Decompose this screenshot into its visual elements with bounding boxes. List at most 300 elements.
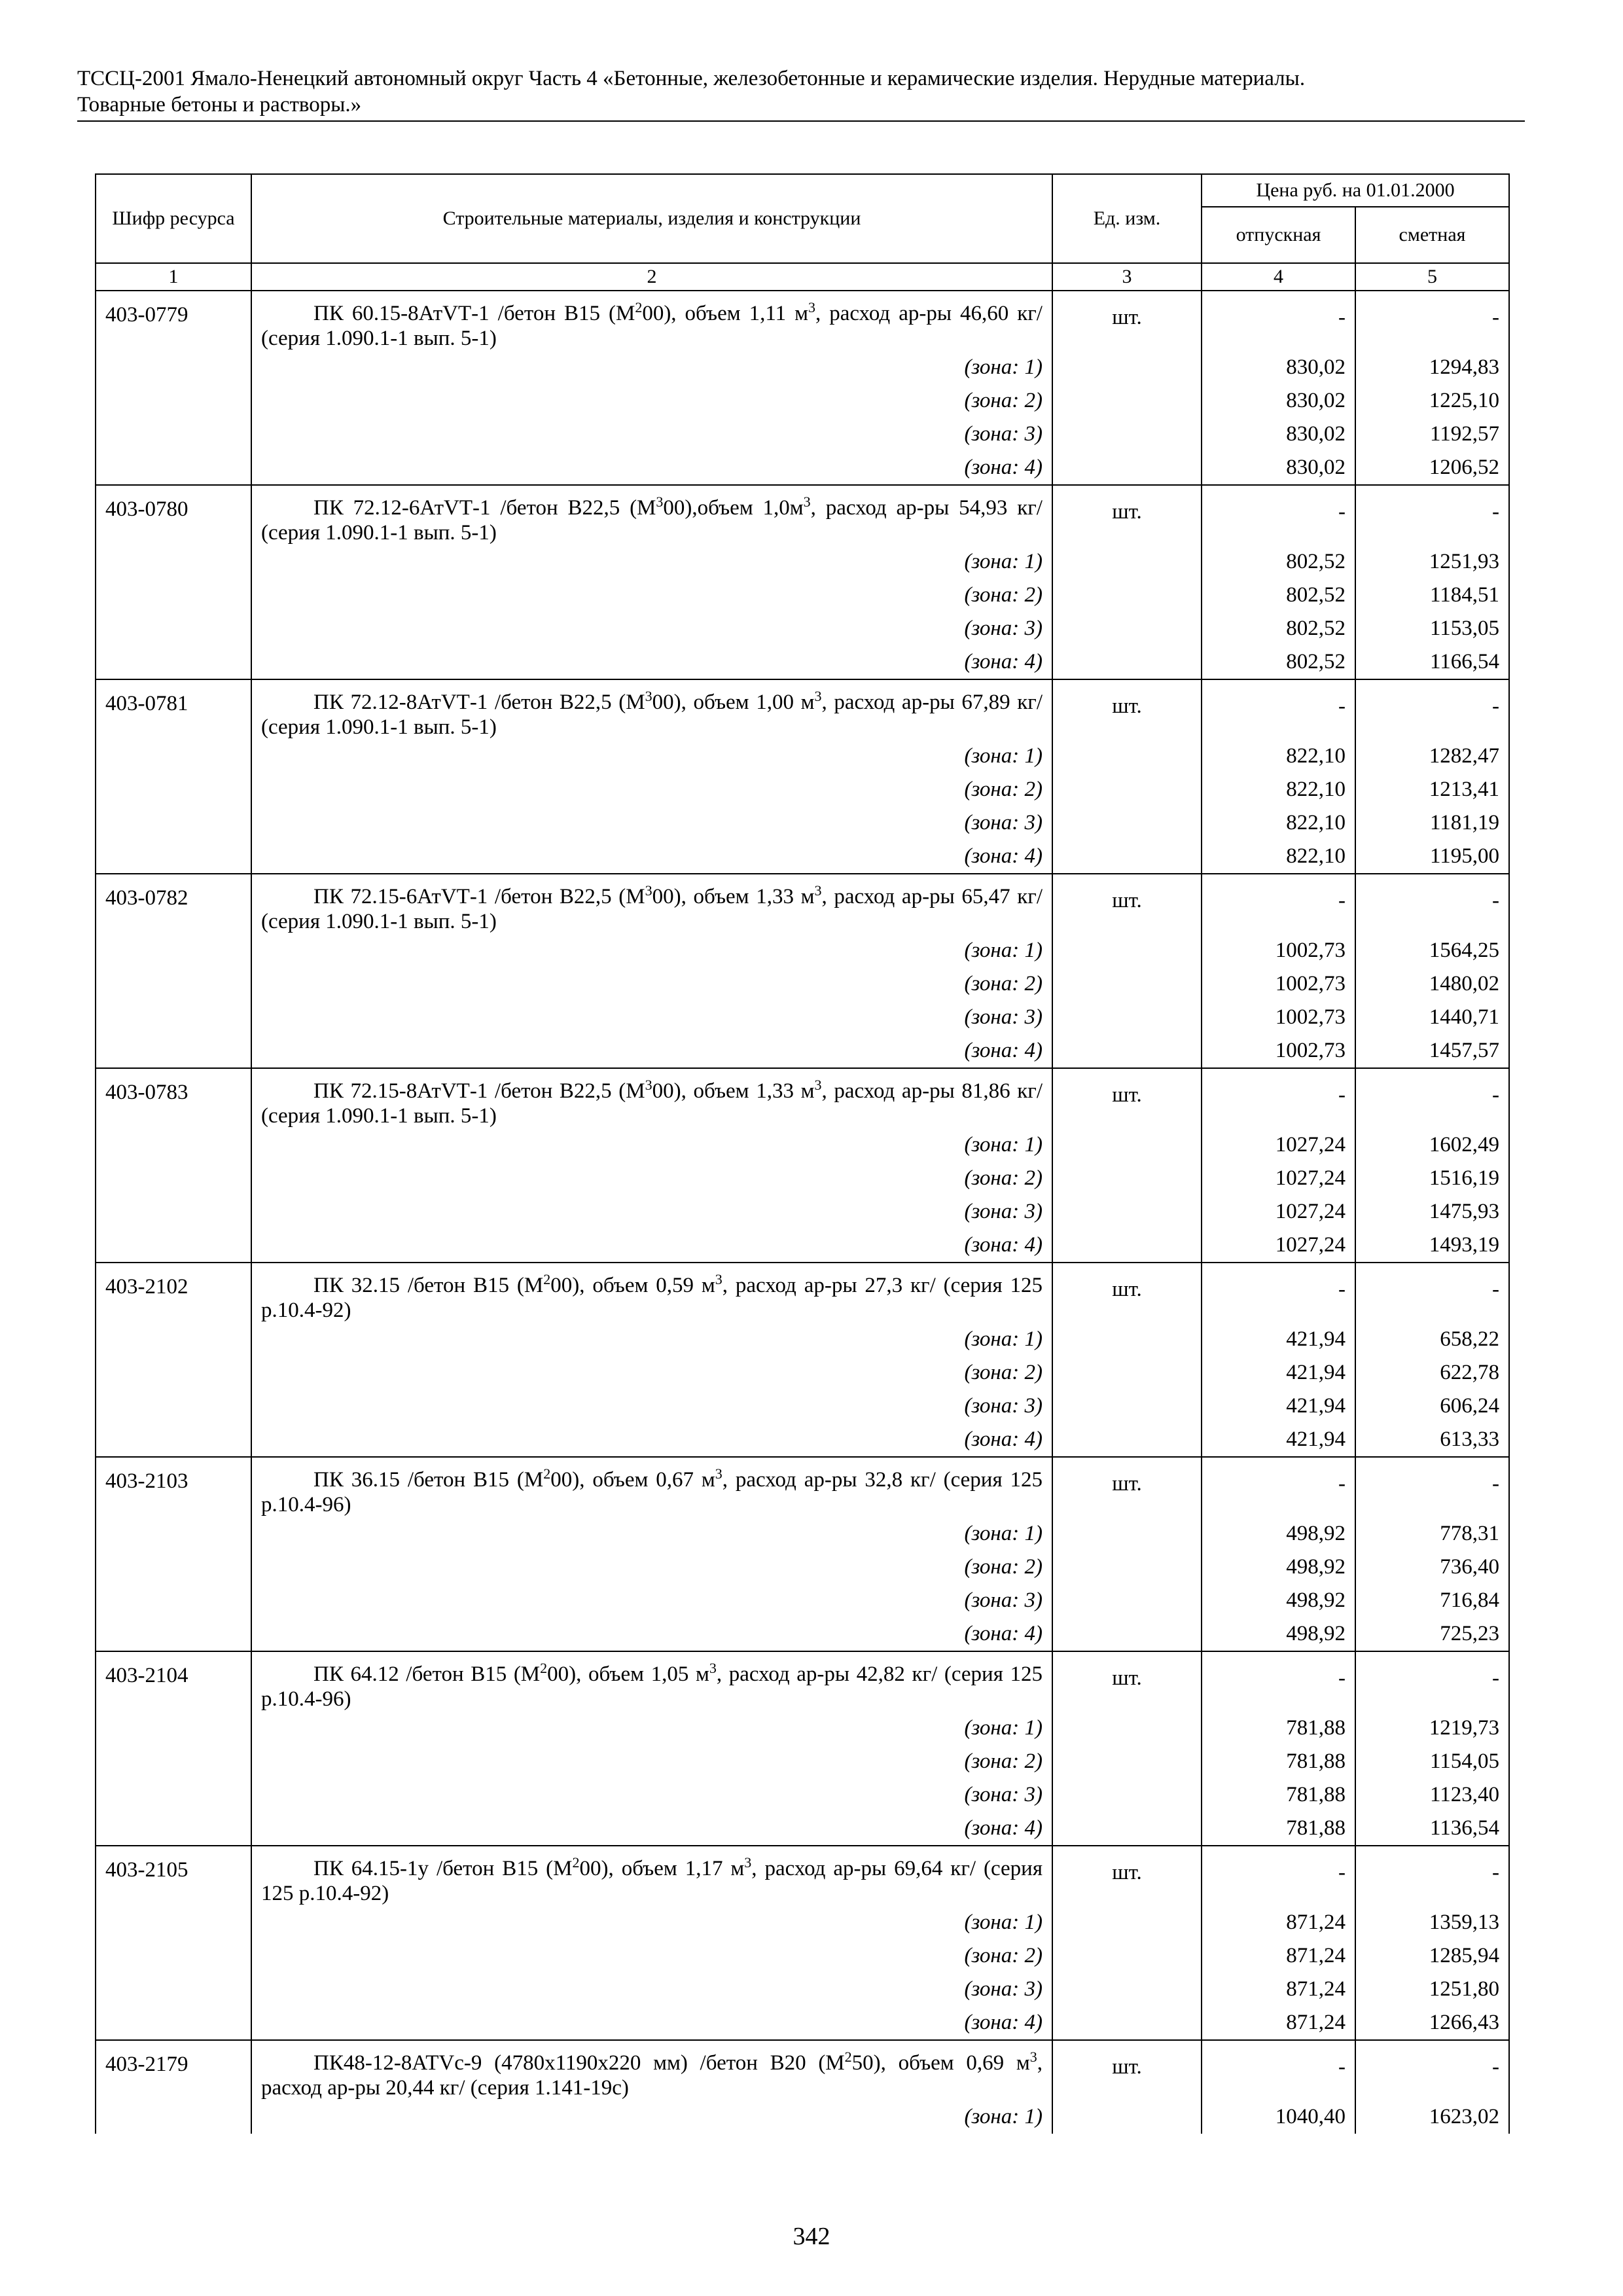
release-price-empty: - xyxy=(1202,679,1355,740)
zone-label: (зона: 2) xyxy=(251,1939,1052,1973)
zone-label: (зона: 3) xyxy=(251,1195,1052,1229)
estimate-price: 1206,52 xyxy=(1355,451,1509,485)
zone-label: (зона: 1) xyxy=(251,1517,1052,1551)
empty-cell xyxy=(96,1390,251,1423)
description-part: ПК 72.15-8АтVТ-1 /бетон В22,5 (М xyxy=(313,1079,645,1103)
estimate-price: 1359,13 xyxy=(1355,1906,1509,1939)
estimate-price-empty: - xyxy=(1355,2040,1509,2100)
release-price-empty: - xyxy=(1202,1651,1355,1712)
col-header-code: Шифр ресурса xyxy=(96,174,251,263)
zone-row xyxy=(96,1778,1509,1812)
zone-row xyxy=(96,1162,1509,1195)
unit-of-measure: шт. xyxy=(1052,874,1202,934)
unit-of-measure: шт. xyxy=(1052,679,1202,740)
material-description xyxy=(251,2040,1052,2100)
release-price: 830,02 xyxy=(1202,351,1355,384)
description-part: , расход ар-ры 42,82 кг/ (серия 125 р.10.4-96) xyxy=(261,1662,1043,1711)
description-part: 00), объем 0,59 м xyxy=(550,1274,715,1297)
release-price: 781,88 xyxy=(1202,1712,1355,1745)
resource-code: 403-2103 xyxy=(96,1457,251,1517)
empty-cell xyxy=(1052,1745,1202,1778)
estimate-price: 1136,54 xyxy=(1355,1812,1509,1846)
table-row xyxy=(96,1457,1509,1517)
resource-code: 403-0782 xyxy=(96,874,251,934)
description-part: ПК 64.15-1у /бетон В15 (М xyxy=(313,1857,573,1880)
zone-row xyxy=(96,1034,1509,1068)
estimate-price: 622,78 xyxy=(1355,1356,1509,1390)
release-price-empty: - xyxy=(1202,1068,1355,1128)
estimate-price-empty: - xyxy=(1355,1068,1509,1128)
release-price: 781,88 xyxy=(1202,1745,1355,1778)
estimate-price: 1480,02 xyxy=(1355,967,1509,1001)
material-description xyxy=(251,291,1052,351)
estimate-price: 1623,02 xyxy=(1355,2100,1509,2134)
empty-cell xyxy=(1052,2100,1202,2134)
estimate-price: 1493,19 xyxy=(1355,1229,1509,1263)
empty-cell xyxy=(96,1939,251,1973)
empty-cell xyxy=(1052,451,1202,485)
zone-label: (зона: 4) xyxy=(251,1423,1052,1457)
empty-cell xyxy=(1052,1617,1202,1651)
zone-label: (зона: 2) xyxy=(251,967,1052,1001)
zone-label: (зона: 3) xyxy=(251,1584,1052,1617)
description-superscript: 3 xyxy=(1029,2049,1037,2065)
zone-row xyxy=(96,2006,1509,2040)
estimate-price: 1251,93 xyxy=(1355,545,1509,579)
description-part: ПК 72.15-6АтVТ-1 /бетон В22,5 (М xyxy=(313,885,645,908)
empty-cell xyxy=(1052,1778,1202,1812)
description-superscript: 3 xyxy=(645,688,652,704)
empty-cell xyxy=(96,1906,251,1939)
zone-row xyxy=(96,1423,1509,1457)
empty-cell xyxy=(1052,351,1202,384)
zone-row xyxy=(96,840,1509,874)
empty-cell xyxy=(96,545,251,579)
empty-cell xyxy=(96,1323,251,1356)
zone-row xyxy=(96,1973,1509,2006)
empty-cell xyxy=(96,451,251,485)
empty-cell xyxy=(96,1584,251,1617)
estimate-price: 1251,80 xyxy=(1355,1973,1509,2006)
zone-label: (зона: 3) xyxy=(251,1973,1052,2006)
empty-cell xyxy=(96,740,251,773)
description-part: , расход ар-ры 46,60 кг/ (серия 1.090.1-1 вып. 5-1) xyxy=(261,302,1043,350)
description-part: , расход ар-ры 27,3 кг/ (серия 125 р.10.4-92) xyxy=(261,1274,1043,1322)
table-row xyxy=(96,1068,1509,1128)
description-part: 00), объем 1,33 м xyxy=(652,1079,815,1103)
zone-row xyxy=(96,451,1509,485)
release-price: 1002,73 xyxy=(1202,967,1355,1001)
release-price: 822,10 xyxy=(1202,806,1355,840)
empty-cell xyxy=(1052,1195,1202,1229)
description-part: 00),объем 1,0м xyxy=(663,496,804,520)
empty-cell xyxy=(96,579,251,612)
description-superscript: 3 xyxy=(808,299,816,315)
empty-cell xyxy=(1052,1229,1202,1263)
description-part: 00), объем 1,17 м xyxy=(579,1857,745,1880)
resource-code: 403-0780 xyxy=(96,485,251,545)
resource-code: 403-0781 xyxy=(96,679,251,740)
description-part: , расход ар-ры 81,86 кг/ (серия 1.090.1-1 вып. 5-1) xyxy=(261,1079,1043,1128)
table-row xyxy=(96,1263,1509,1323)
zone-label: (зона: 1) xyxy=(251,1906,1052,1939)
release-price: 421,94 xyxy=(1202,1423,1355,1457)
estimate-price-empty: - xyxy=(1355,485,1509,545)
description-text xyxy=(261,1850,1043,1906)
estimate-price: 1294,83 xyxy=(1355,351,1509,384)
estimate-price: 1195,00 xyxy=(1355,840,1509,874)
description-part: 00), объем 1,05 м xyxy=(547,1662,709,1686)
col-number: 1 xyxy=(96,263,251,291)
empty-cell xyxy=(1052,1812,1202,1846)
resource-code: 403-0779 xyxy=(96,291,251,351)
description-part: ПК 72.12-8АтVТ-1 /бетон В22,5 (М xyxy=(313,691,645,714)
estimate-price: 1184,51 xyxy=(1355,579,1509,612)
table-row xyxy=(96,679,1509,740)
release-price: 871,24 xyxy=(1202,2006,1355,2040)
zone-row xyxy=(96,1906,1509,1939)
estimate-price: 1192,57 xyxy=(1355,418,1509,451)
empty-cell xyxy=(96,1617,251,1651)
zone-label: (зона: 1) xyxy=(251,934,1052,967)
empty-cell xyxy=(1052,773,1202,806)
estimate-price-empty: - xyxy=(1355,1846,1509,1906)
description-part: 00), объем 1,33 м xyxy=(652,885,815,908)
zone-label: (зона: 3) xyxy=(251,1778,1052,1812)
zone-label: (зона: 4) xyxy=(251,1617,1052,1651)
empty-cell xyxy=(96,1034,251,1068)
col-number: 3 xyxy=(1052,263,1202,291)
empty-cell xyxy=(96,1812,251,1846)
estimate-price: 613,33 xyxy=(1355,1423,1509,1457)
page-number: 342 xyxy=(793,2223,830,2250)
zone-row xyxy=(96,806,1509,840)
table-row xyxy=(96,2040,1509,2100)
release-price: 802,52 xyxy=(1202,645,1355,679)
description-superscript: 3 xyxy=(814,688,822,704)
zone-row xyxy=(96,1128,1509,1162)
estimate-price: 658,22 xyxy=(1355,1323,1509,1356)
resource-code: 403-2105 xyxy=(96,1846,251,1906)
empty-cell xyxy=(1052,1128,1202,1162)
col-number: 4 xyxy=(1202,263,1355,291)
material-description xyxy=(251,485,1052,545)
empty-cell xyxy=(1052,1162,1202,1195)
release-price: 830,02 xyxy=(1202,451,1355,485)
description-superscript: 2 xyxy=(572,1854,580,1871)
empty-cell xyxy=(96,645,251,679)
estimate-price: 1440,71 xyxy=(1355,1001,1509,1034)
zone-row xyxy=(96,418,1509,451)
release-price: 1027,24 xyxy=(1202,1195,1355,1229)
description-text xyxy=(261,878,1043,934)
zone-row xyxy=(96,740,1509,773)
empty-cell xyxy=(96,967,251,1001)
empty-cell xyxy=(96,2006,251,2040)
estimate-price-empty: - xyxy=(1355,1263,1509,1323)
estimate-price-empty: - xyxy=(1355,291,1509,351)
empty-cell xyxy=(96,384,251,418)
zone-row xyxy=(96,612,1509,645)
empty-cell xyxy=(1052,1551,1202,1584)
empty-cell xyxy=(96,612,251,645)
release-price: 871,24 xyxy=(1202,1973,1355,2006)
zone-row xyxy=(96,1939,1509,1973)
zone-row xyxy=(96,1551,1509,1584)
resource-code: 403-2104 xyxy=(96,1651,251,1712)
zone-label: (зона: 1) xyxy=(251,1712,1052,1745)
release-price: 822,10 xyxy=(1202,740,1355,773)
empty-cell xyxy=(96,1001,251,1034)
zone-label: (зона: 1) xyxy=(251,1128,1052,1162)
empty-cell xyxy=(96,1745,251,1778)
release-price-empty: - xyxy=(1202,485,1355,545)
estimate-price: 1266,43 xyxy=(1355,2006,1509,2040)
zone-label: (зона: 2) xyxy=(251,1356,1052,1390)
description-superscript: 2 xyxy=(543,1271,551,1287)
col-number: 5 xyxy=(1355,263,1509,291)
description-part: 50), объем 0,69 м xyxy=(851,2051,1030,2075)
empty-cell xyxy=(1052,645,1202,679)
release-price: 830,02 xyxy=(1202,418,1355,451)
col-header-unit: Ед. изм. xyxy=(1052,174,1202,263)
estimate-price: 778,31 xyxy=(1355,1517,1509,1551)
table-body xyxy=(96,291,1509,2134)
estimate-price: 1457,57 xyxy=(1355,1034,1509,1068)
material-description xyxy=(251,1846,1052,1906)
description-part: , расход ар-ры 67,89 кг/ (серия 1.090.1-1 вып. 5-1) xyxy=(261,691,1043,739)
empty-cell xyxy=(96,2100,251,2134)
zone-label: (зона: 1) xyxy=(251,1323,1052,1356)
unit-of-measure: шт. xyxy=(1052,1457,1202,1517)
material-description xyxy=(251,1263,1052,1323)
description-part: , расход ар-ры 32,8 кг/ (серия 125 р.10.4-96) xyxy=(261,1468,1043,1516)
release-price: 1002,73 xyxy=(1202,934,1355,967)
zone-row xyxy=(96,351,1509,384)
release-price: 822,10 xyxy=(1202,773,1355,806)
description-part: ПК 72.12-6АтVТ-1 /бетон В22,5 (М xyxy=(313,496,656,520)
empty-cell xyxy=(96,1195,251,1229)
estimate-price: 1285,94 xyxy=(1355,1939,1509,1973)
table-row xyxy=(96,1651,1509,1712)
description-part: , расход ар-ры 65,47 кг/ (серия 1.090.1-1 вып. 5-1) xyxy=(261,885,1043,933)
empty-cell xyxy=(1052,1584,1202,1617)
empty-cell xyxy=(1052,1034,1202,1068)
zone-label: (зона: 3) xyxy=(251,806,1052,840)
empty-cell xyxy=(1052,418,1202,451)
table-row xyxy=(96,291,1509,351)
zone-row xyxy=(96,579,1509,612)
zone-label: (зона: 1) xyxy=(251,351,1052,384)
zone-row xyxy=(96,2100,1509,2134)
zone-row xyxy=(96,1617,1509,1651)
estimate-price: 1602,49 xyxy=(1355,1128,1509,1162)
estimate-price: 1564,25 xyxy=(1355,934,1509,967)
release-price: 421,94 xyxy=(1202,1390,1355,1423)
zone-row xyxy=(96,1812,1509,1846)
release-price-empty: - xyxy=(1202,1846,1355,1906)
estimate-price: 1475,93 xyxy=(1355,1195,1509,1229)
estimate-price: 1154,05 xyxy=(1355,1745,1509,1778)
empty-cell xyxy=(96,351,251,384)
release-price: 498,92 xyxy=(1202,1617,1355,1651)
release-price: 421,94 xyxy=(1202,1323,1355,1356)
estimate-price-empty: - xyxy=(1355,1457,1509,1517)
empty-cell xyxy=(1052,740,1202,773)
empty-cell xyxy=(1052,579,1202,612)
empty-cell xyxy=(96,418,251,451)
material-description xyxy=(251,874,1052,934)
release-price-empty: - xyxy=(1202,1263,1355,1323)
zone-label: (зона: 4) xyxy=(251,451,1052,485)
description-part: 00), объем 1,11 м xyxy=(642,302,809,325)
release-price-empty: - xyxy=(1202,1457,1355,1517)
empty-cell xyxy=(1052,545,1202,579)
description-superscript: 3 xyxy=(715,1465,722,1482)
empty-cell xyxy=(1052,1423,1202,1457)
description-superscript: 2 xyxy=(635,299,643,315)
release-price: 822,10 xyxy=(1202,840,1355,874)
description-part: 00), объем 0,67 м xyxy=(550,1468,715,1492)
description-text xyxy=(261,1073,1043,1128)
zone-label: (зона: 1) xyxy=(251,740,1052,773)
empty-cell xyxy=(96,773,251,806)
empty-cell xyxy=(96,1517,251,1551)
header-line-2: Товарные бетоны и растворы.» xyxy=(77,93,362,117)
zone-label: (зона: 2) xyxy=(251,384,1052,418)
col-number: 2 xyxy=(251,263,1052,291)
col-header-price-group: Цена руб. на 01.01.2000 xyxy=(1202,174,1509,207)
empty-cell xyxy=(96,1778,251,1812)
estimate-price: 725,23 xyxy=(1355,1617,1509,1651)
unit-of-measure: шт. xyxy=(1052,2040,1202,2100)
price-table xyxy=(95,173,1510,2134)
zone-label: (зона: 3) xyxy=(251,418,1052,451)
material-description xyxy=(251,1457,1052,1517)
col-header-estimate: сметная xyxy=(1355,207,1509,263)
resource-code: 403-2102 xyxy=(96,1263,251,1323)
zone-label: (зона: 4) xyxy=(251,2006,1052,2040)
empty-cell xyxy=(1052,806,1202,840)
empty-cell xyxy=(1052,384,1202,418)
zone-row xyxy=(96,1584,1509,1617)
release-price: 1027,24 xyxy=(1202,1229,1355,1263)
zone-label: (зона: 3) xyxy=(251,612,1052,645)
description-text xyxy=(261,684,1043,740)
col-header-name: Строительные материалы, изделия и конструкции xyxy=(251,174,1052,263)
estimate-price: 736,40 xyxy=(1355,1551,1509,1584)
empty-cell xyxy=(96,840,251,874)
release-price: 1002,73 xyxy=(1202,1034,1355,1068)
release-price: 1027,24 xyxy=(1202,1162,1355,1195)
description-superscript: 3 xyxy=(744,1854,752,1871)
empty-cell xyxy=(1052,1517,1202,1551)
estimate-price: 1219,73 xyxy=(1355,1712,1509,1745)
estimate-price: 1282,47 xyxy=(1355,740,1509,773)
zone-label: (зона: 4) xyxy=(251,840,1052,874)
release-price: 830,02 xyxy=(1202,384,1355,418)
release-price: 498,92 xyxy=(1202,1517,1355,1551)
release-price: 802,52 xyxy=(1202,579,1355,612)
estimate-price: 1123,40 xyxy=(1355,1778,1509,1812)
empty-cell xyxy=(96,1973,251,2006)
release-price: 1040,40 xyxy=(1202,2100,1355,2134)
empty-cell xyxy=(96,1551,251,1584)
release-price: 498,92 xyxy=(1202,1584,1355,1617)
zone-label: (зона: 4) xyxy=(251,645,1052,679)
description-text xyxy=(261,1656,1043,1712)
empty-cell xyxy=(1052,2006,1202,2040)
description-text xyxy=(261,490,1043,545)
empty-cell xyxy=(96,1712,251,1745)
description-text xyxy=(261,1267,1043,1323)
zone-row xyxy=(96,1195,1509,1229)
estimate-price: 716,84 xyxy=(1355,1584,1509,1617)
description-part: ПК 60.15-8АтVТ-1 /бетон В15 (М xyxy=(313,302,635,325)
zone-label: (зона: 2) xyxy=(251,773,1052,806)
zone-row xyxy=(96,1712,1509,1745)
material-description xyxy=(251,1068,1052,1128)
zone-row xyxy=(96,1390,1509,1423)
release-price-empty: - xyxy=(1202,2040,1355,2100)
unit-of-measure: шт. xyxy=(1052,1846,1202,1906)
zone-label: (зона: 1) xyxy=(251,2100,1052,2134)
estimate-price: 1225,10 xyxy=(1355,384,1509,418)
release-price-empty: - xyxy=(1202,874,1355,934)
description-part: ПК 64.12 /бетон В15 (М xyxy=(313,1662,541,1686)
release-price: 781,88 xyxy=(1202,1812,1355,1846)
resource-code: 403-2179 xyxy=(96,2040,251,2100)
table-row xyxy=(96,1846,1509,1906)
zone-label: (зона: 3) xyxy=(251,1001,1052,1034)
col-header-release: отпускная xyxy=(1202,207,1355,263)
empty-cell xyxy=(1052,1001,1202,1034)
description-superscript: 2 xyxy=(540,1660,548,1676)
zone-row xyxy=(96,1356,1509,1390)
zone-label: (зона: 2) xyxy=(251,1551,1052,1584)
zone-label: (зона: 4) xyxy=(251,1034,1052,1068)
zone-row xyxy=(96,773,1509,806)
empty-cell xyxy=(1052,840,1202,874)
zone-label: (зона: 4) xyxy=(251,1812,1052,1846)
empty-cell xyxy=(1052,1712,1202,1745)
unit-of-measure: шт. xyxy=(1052,485,1202,545)
material-description xyxy=(251,679,1052,740)
release-price: 871,24 xyxy=(1202,1939,1355,1973)
zone-row xyxy=(96,645,1509,679)
description-part: ПК48-12-8АТVс-9 (4780х1190х220 мм) /бетон В20 (М xyxy=(313,2051,845,2075)
release-price-empty: - xyxy=(1202,291,1355,351)
estimate-price: 606,24 xyxy=(1355,1390,1509,1423)
document-header xyxy=(77,65,1525,122)
zone-label: (зона: 4) xyxy=(251,1229,1052,1263)
release-price: 781,88 xyxy=(1202,1778,1355,1812)
zone-row xyxy=(96,1001,1509,1034)
description-superscript: 3 xyxy=(814,1077,822,1093)
description-superscript: 3 xyxy=(814,882,822,899)
empty-cell xyxy=(96,1162,251,1195)
empty-cell xyxy=(1052,612,1202,645)
unit-of-measure: шт. xyxy=(1052,1263,1202,1323)
description-text xyxy=(261,1462,1043,1517)
description-superscript: 3 xyxy=(709,1660,717,1676)
estimate-price: 1181,19 xyxy=(1355,806,1509,840)
zone-row xyxy=(96,384,1509,418)
empty-cell xyxy=(1052,934,1202,967)
release-price: 802,52 xyxy=(1202,612,1355,645)
unit-of-measure: шт. xyxy=(1052,291,1202,351)
zone-label: (зона: 3) xyxy=(251,1390,1052,1423)
